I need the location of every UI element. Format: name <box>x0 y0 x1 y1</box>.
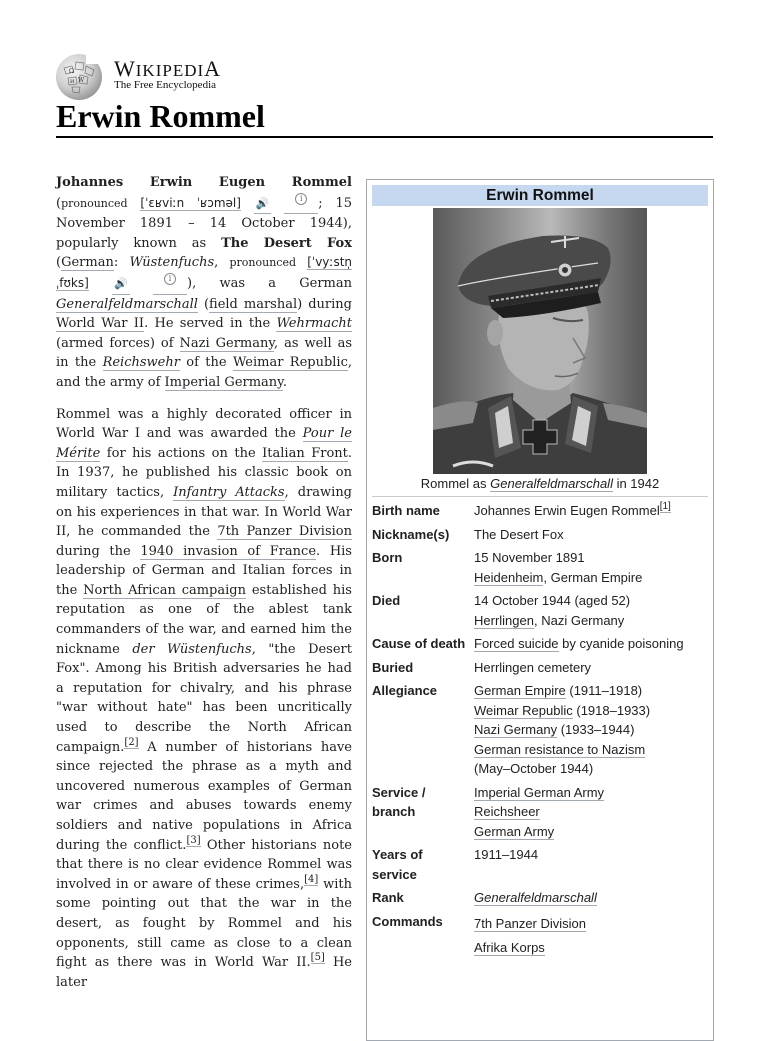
text: . His leadership of German and Italian forces in the <box>56 543 352 598</box>
photo-caption <box>367 476 713 494</box>
text: , Nazi Germany <box>533 612 625 628</box>
wordmark: WIKIPEDIA <box>114 56 222 81</box>
text: . He served in the <box>144 316 277 332</box>
row-label: Birth name <box>372 503 440 518</box>
pronounced-label: pronounced <box>229 256 296 270</box>
citation-link[interactable]: [3] <box>186 834 201 846</box>
text: : <box>113 255 130 271</box>
link-text: Generalfeldmarschall <box>56 296 198 312</box>
german-term: der Wüstenfuchs <box>132 641 252 657</box>
infobox-row-rank <box>372 886 708 910</box>
citation-2[interactable] <box>124 737 138 749</box>
article-body <box>56 173 352 1004</box>
infobox-row-nicknames <box>372 523 708 547</box>
herrlingen-link[interactable]: Herrlingen <box>474 612 534 628</box>
infobox-row-years-of-service <box>372 843 708 886</box>
audio-info-link[interactable] <box>153 273 187 295</box>
reichsheer-link[interactable]: Reichsheer <box>474 804 540 819</box>
allegiance-item <box>474 740 708 760</box>
text: ( <box>56 255 62 271</box>
text: for his actions on the <box>100 445 263 461</box>
row-value <box>474 591 708 630</box>
row-label: Rank <box>372 890 404 905</box>
7th-panzer-division-link[interactable]: 7th Panzer Division <box>217 524 352 540</box>
ipa-link[interactable]: [ˈvyːstn̩ˌfʊks] <box>56 255 353 290</box>
citation-3[interactable] <box>186 835 200 847</box>
caption-generalfeldmarschall-link[interactable] <box>490 476 613 492</box>
row-value <box>474 912 708 960</box>
text: , "the Desert Fox". Among his British adversaries he had a reputation for chivalry, and his phrase "war without hate" has been uncritically used to describe the North African campaign. <box>56 641 352 755</box>
text: Rommel was a highly decorated officer in World War I and was awarded the <box>56 406 352 442</box>
invasion-of-france-link[interactable]: 1940 invasion of France <box>140 543 317 559</box>
portrait-photo[interactable] <box>433 208 647 474</box>
ww2-link[interactable]: World War II <box>56 316 145 332</box>
text: in 1942 <box>612 476 660 491</box>
row-value: The Desert Fox <box>474 526 564 542</box>
text: established his reputation as one of the ablest tank commanders of the war, and earned him the nickname <box>56 582 352 657</box>
svg-text:W: W <box>78 77 85 84</box>
text: during the <box>56 543 141 559</box>
row-label: Service / branch <box>372 784 426 819</box>
infobox-row-commands <box>372 910 708 962</box>
text: with some pointing out that the war in the desert, as fought by Rommel and his opponents, still came as close to a clean fight as there was in World War II. <box>56 876 352 971</box>
row-label: Buried <box>372 659 414 675</box>
citation-link[interactable]: [1] <box>659 501 671 512</box>
wikipedia-logo[interactable] <box>56 54 356 100</box>
svg-text:И: И <box>70 79 75 85</box>
weimar-republic-link[interactable]: Weimar Republic <box>232 355 348 371</box>
text: (1933–1944) <box>557 722 635 737</box>
text: , German Empire <box>543 569 643 585</box>
reichswehr-link[interactable] <box>103 355 180 371</box>
citation-1[interactable] <box>660 501 671 513</box>
page-title: Erwin Rommel <box>56 98 265 134</box>
7th-panzer-division-link[interactable]: 7th Panzer Division <box>474 915 586 931</box>
text: He later <box>56 955 352 990</box>
text: of the <box>179 355 233 371</box>
allegiance-item <box>474 681 708 701</box>
infobox-row-service-branch <box>372 781 708 844</box>
text: by cyanide poisoning <box>558 636 684 651</box>
rank-generalfeldmarschall-link[interactable] <box>474 890 597 906</box>
infobox-row-cause-of-death <box>372 632 708 656</box>
text: . <box>282 374 287 390</box>
tagline: The Free Encyclopedia <box>114 79 217 91</box>
link-text: Reichswehr <box>102 355 180 371</box>
citation-link[interactable]: [5] <box>310 952 325 964</box>
text: ) during <box>297 296 352 312</box>
citation-link[interactable]: [2] <box>124 736 139 748</box>
text: , and the army of <box>56 355 353 390</box>
text: (1911–1918) <box>565 683 643 698</box>
row-value <box>474 548 708 587</box>
row-value <box>474 888 708 908</box>
text: Johannes Erwin Eugen Rommel <box>474 503 660 518</box>
audio-info-link[interactable] <box>284 193 318 215</box>
speaker-icon[interactable]: 🔊 <box>254 194 272 215</box>
lead-paragraph: Johannes Erwin Eugen Rommel (pronounced [ˈɛʁviːn ˈʁɔməl] 🔊 i ; 15 November 1891 – 14 October 1944), popularly known as The Desert Fox (German: Wüstenfuchs, pronounced [ˈvyːstn̩ˌfʊks] 🔊 i ), was a German Generalfeldmarschall (field marshal) during World War II. He served in the Wehrmacht (armed forces) of Nazi Germany, as well as in the Reichswehr of the Weimar Republic, and the army of Imperial Germany. <box>56 175 353 390</box>
allegiance-item <box>474 759 708 779</box>
field-marshal-link[interactable]: field marshal <box>209 296 298 312</box>
row-value: 1911–1944 <box>474 847 539 862</box>
imperial-german-army-link[interactable]: Imperial German Army <box>474 784 605 800</box>
text: . In 1937, he published his classic book on military tactics, <box>56 445 353 500</box>
italian-front-link[interactable]: Italian Front <box>262 445 348 461</box>
infobox-row-died <box>372 589 708 632</box>
infobox-row-buried <box>372 656 708 680</box>
citation-4[interactable] <box>304 874 318 886</box>
german-language-link[interactable]: German <box>61 255 114 271</box>
generalfeldmarschall-link[interactable] <box>56 297 198 313</box>
text: (armed forces) of <box>56 335 180 351</box>
birth-date: 15 November 1891 <box>474 550 585 565</box>
text: (May–October 1944) <box>474 761 594 776</box>
row-label: Nickname(s) <box>372 526 450 542</box>
wehrmacht-link[interactable] <box>276 316 352 332</box>
speaker-icon[interactable]: 🔊 <box>112 274 130 295</box>
north-african-campaign-link[interactable]: North African campaign <box>83 582 246 598</box>
death-date: 14 October 1944 (aged 52) <box>474 593 631 608</box>
infobox-row-born <box>372 546 708 589</box>
imperial-germany-link[interactable]: Imperial Germany <box>164 374 283 390</box>
text: , as well as in the <box>56 335 353 371</box>
row-value <box>474 501 708 521</box>
text: ( <box>197 296 210 312</box>
text: ), was a German <box>187 275 352 291</box>
death-place <box>474 611 708 631</box>
row-value <box>474 783 708 842</box>
allegiance-item <box>474 720 708 740</box>
link-text: Wehrmacht <box>276 316 352 332</box>
nazi-germany-link[interactable]: Nazi Germany <box>474 722 558 737</box>
row-label: Born <box>372 550 403 565</box>
infobox <box>366 179 714 1041</box>
text: , drawing on his experiences in that war. In World War II, he commanded the <box>56 484 353 540</box>
title-divider <box>56 136 713 138</box>
nazi-germany-link[interactable]: Nazi Germany <box>179 335 274 351</box>
row-value <box>474 681 708 779</box>
row-label: Died <box>372 593 401 608</box>
german-army-link[interactable]: German Army <box>474 823 555 839</box>
info-icon: i <box>295 193 307 205</box>
text: Rommel as <box>420 476 491 491</box>
german-empire-link[interactable]: German Empire <box>474 683 566 698</box>
citation-5[interactable] <box>311 952 325 964</box>
infobox-row-allegiance <box>372 679 708 781</box>
nickname-bold: The Desert Fox <box>221 235 352 251</box>
svg-text:Ω: Ω <box>69 68 74 75</box>
infobox-divider <box>372 496 708 497</box>
citation-link[interactable]: [4] <box>304 873 319 885</box>
heidenheim-link[interactable]: Heidenheim <box>474 569 544 585</box>
row-value <box>474 634 708 654</box>
link-text: Generalfeldmarschall <box>490 476 613 491</box>
text: (1918–1933) <box>572 702 651 718</box>
link-text: Infantry Attacks <box>173 484 285 500</box>
text: A number of historians have since rejected the phrase as a myth and uncovered numerous examples of German war crimes and abuses towards enemy soldiers and native populations in Africa during the conflict. <box>56 739 352 853</box>
text: Other historians note that there is no clear evidence Rommel was involved in or aware of these crimes, <box>56 837 352 892</box>
pronounced-label: pronounced <box>61 196 128 210</box>
row-label: Cause of death <box>372 636 466 651</box>
infobox-title: Erwin Rommel <box>372 185 708 206</box>
allegiance-item <box>474 701 708 721</box>
infobox-rows <box>372 499 708 962</box>
row-label: Years of service <box>372 847 423 882</box>
weimar-republic-link[interactable]: Weimar Republic <box>474 702 573 718</box>
german-term: Wüstenfuchs <box>129 255 215 271</box>
row-value: Herrlingen cemetery <box>474 659 592 675</box>
subject-full-name: Johannes Erwin Eugen Rommel <box>56 175 352 190</box>
ipa-link[interactable]: [ˈɛʁviːn ˈʁɔməl] <box>140 195 241 210</box>
link-text: Pour le Mérite <box>56 426 352 461</box>
forced-suicide-link[interactable]: Forced suicide <box>474 636 559 651</box>
text: , <box>214 255 230 271</box>
info-icon: i <box>164 273 176 285</box>
german-resistance-link[interactable]: German resistance to Nazism <box>474 741 646 757</box>
link-text: Generalfeldmarschall <box>474 890 597 905</box>
text: ; 15 November 1891 – 14 October 1944), popularly known as <box>56 195 352 251</box>
infobox-row-birth-name <box>372 499 708 523</box>
infantry-attacks-link[interactable] <box>173 485 284 501</box>
row-label: Commands <box>372 913 443 929</box>
row-label: Allegiance <box>372 683 438 698</box>
wikipedia-globe-icon <box>56 54 102 100</box>
afrika-korps-link[interactable]: Afrika Korps <box>474 939 545 955</box>
birth-place <box>474 568 708 588</box>
second-paragraph <box>56 405 352 993</box>
